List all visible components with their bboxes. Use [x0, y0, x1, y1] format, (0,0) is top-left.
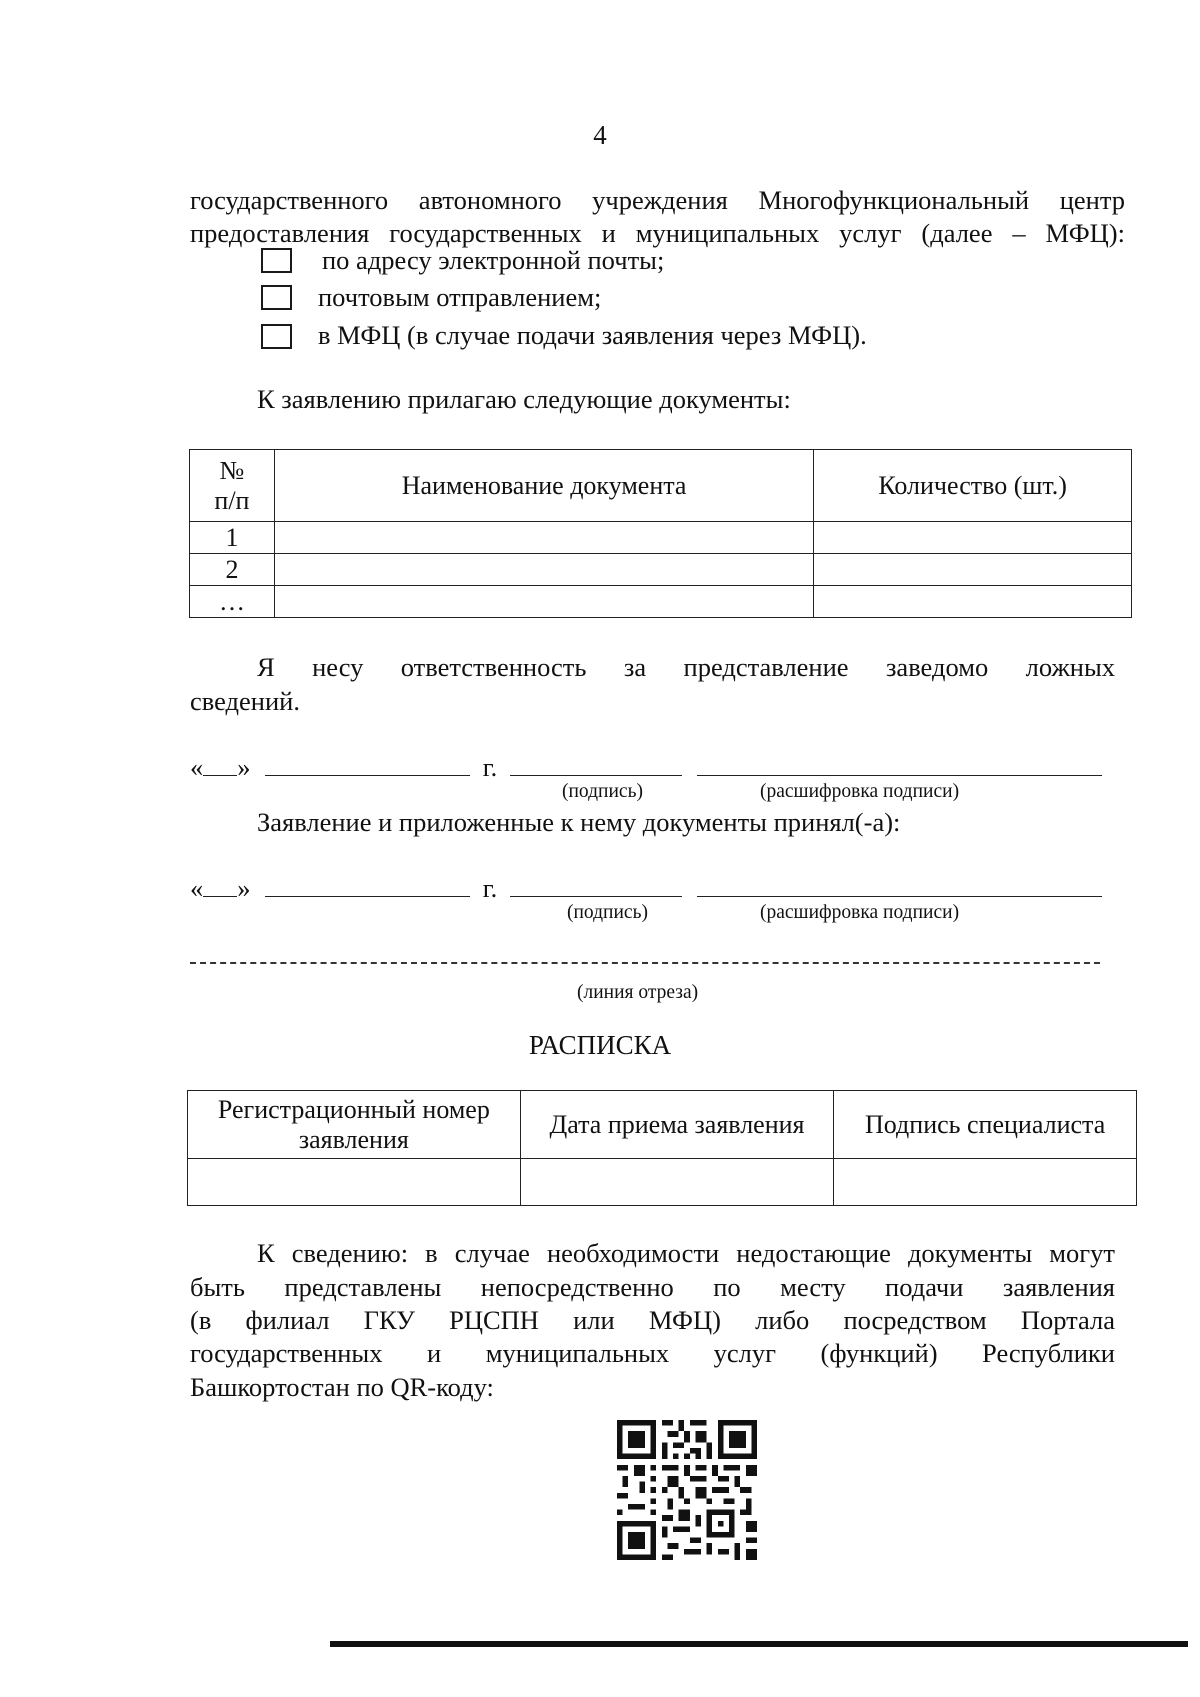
receipt-title: РАСПИСКА	[528, 1030, 672, 1060]
qr-code-image[interactable]	[617, 1420, 757, 1560]
transcript-caption: (расшифровка подписи)	[760, 781, 960, 802]
header-registration-line1: Регистрационный номер	[217, 1094, 490, 1124]
close-quote: »	[237, 873, 251, 903]
header-specialist-signature: Подпись специалиста	[834, 1091, 1137, 1159]
row-quantity[interactable]	[814, 522, 1132, 554]
documents-table-header	[190, 450, 1132, 522]
intro-line-1: государственного автономного учреждения Многофункциональный центр	[190, 185, 1125, 215]
attachments-heading: К заявлению прилагаю следующие документы:	[257, 384, 791, 414]
option-mfc-label: в МФЦ (в случае подачи заявления через МФЦ).	[318, 320, 867, 350]
cut-line-caption: (линия отреза)	[577, 982, 699, 1003]
signature-field[interactable]	[510, 874, 682, 897]
row-document-name[interactable]	[274, 586, 813, 618]
option-email-label: по адресу электронной почты;	[322, 245, 665, 275]
row-number: 1	[190, 522, 275, 554]
checkbox-email[interactable]	[261, 248, 292, 273]
row-number: 2	[190, 554, 275, 586]
year-suffix: г.	[482, 752, 498, 782]
table-row	[190, 554, 1132, 586]
checkbox-post[interactable]	[261, 285, 292, 310]
month-field[interactable]	[265, 753, 470, 776]
note-line-1: К сведению: в случае необходимости недостающие документы могут	[257, 1238, 1115, 1268]
row-number: …	[190, 586, 275, 618]
year-suffix: г.	[482, 873, 498, 903]
header-receipt-date: Дата приема заявления	[520, 1091, 834, 1159]
note-line-2: быть представлены непосредственно по месту подачи заявления	[190, 1272, 1115, 1302]
row-quantity[interactable]	[814, 586, 1132, 618]
cut-line	[190, 962, 1100, 964]
accepted-text: Заявление и приложенные к нему документы принял(-а):	[257, 807, 901, 837]
documents-table	[189, 449, 1132, 618]
signature-transcript-field[interactable]	[697, 753, 1102, 776]
signature-caption: (подпись)	[562, 781, 643, 802]
close-quote: »	[237, 752, 251, 782]
signature-caption: (подпись)	[567, 902, 648, 923]
note-line-3: (в филиал ГКУ РЦСПН или МФЦ) либо посредством Портала	[190, 1305, 1115, 1335]
receipt-table	[187, 1090, 1137, 1206]
month-field[interactable]	[265, 874, 470, 897]
signature-transcript-field[interactable]	[697, 874, 1102, 897]
bottom-rule	[330, 1641, 1188, 1647]
option-post-label: почтовым отправлением;	[318, 282, 602, 312]
table-row	[188, 1159, 1137, 1206]
registration-number-cell[interactable]	[188, 1159, 521, 1206]
signature-field[interactable]	[510, 753, 682, 776]
responsibility-line-2: сведений.	[190, 686, 300, 716]
receipt-date-cell[interactable]	[520, 1159, 834, 1206]
checkbox-mfc[interactable]	[261, 324, 292, 349]
header-number-line1: №	[219, 455, 245, 485]
day-field[interactable]	[203, 874, 237, 897]
intro-line-2: предоставления государственных и муниципальных услуг (далее – МФЦ):	[190, 218, 1125, 248]
header-registration-line2: заявления	[298, 1124, 409, 1154]
note-line-5: Башкортостан по QR-коду:	[190, 1372, 494, 1402]
row-quantity[interactable]	[814, 554, 1132, 586]
header-registration-number	[188, 1091, 521, 1159]
table-row	[190, 522, 1132, 554]
specialist-signature-cell[interactable]	[834, 1159, 1137, 1206]
row-document-name[interactable]	[274, 554, 813, 586]
header-number	[190, 450, 275, 522]
table-row	[190, 586, 1132, 618]
open-quote: «	[190, 752, 204, 782]
page-number: 4	[593, 120, 607, 150]
header-number-line2: п/п	[214, 485, 250, 515]
note-line-4: государственных и муниципальных услуг (функций) Республики	[190, 1338, 1115, 1368]
row-document-name[interactable]	[274, 522, 813, 554]
header-quantity: Количество (шт.)	[814, 450, 1132, 522]
day-field[interactable]	[203, 753, 237, 776]
transcript-caption: (расшифровка подписи)	[760, 902, 960, 923]
receiver-signature-row	[190, 871, 1102, 905]
open-quote: «	[190, 873, 204, 903]
applicant-signature-row	[190, 750, 1102, 784]
receipt-table-header	[188, 1091, 1137, 1159]
responsibility-line-1: Я несу ответственность за представление заведомо ложных	[257, 652, 1115, 682]
header-document-name: Наименование документа	[274, 450, 813, 522]
